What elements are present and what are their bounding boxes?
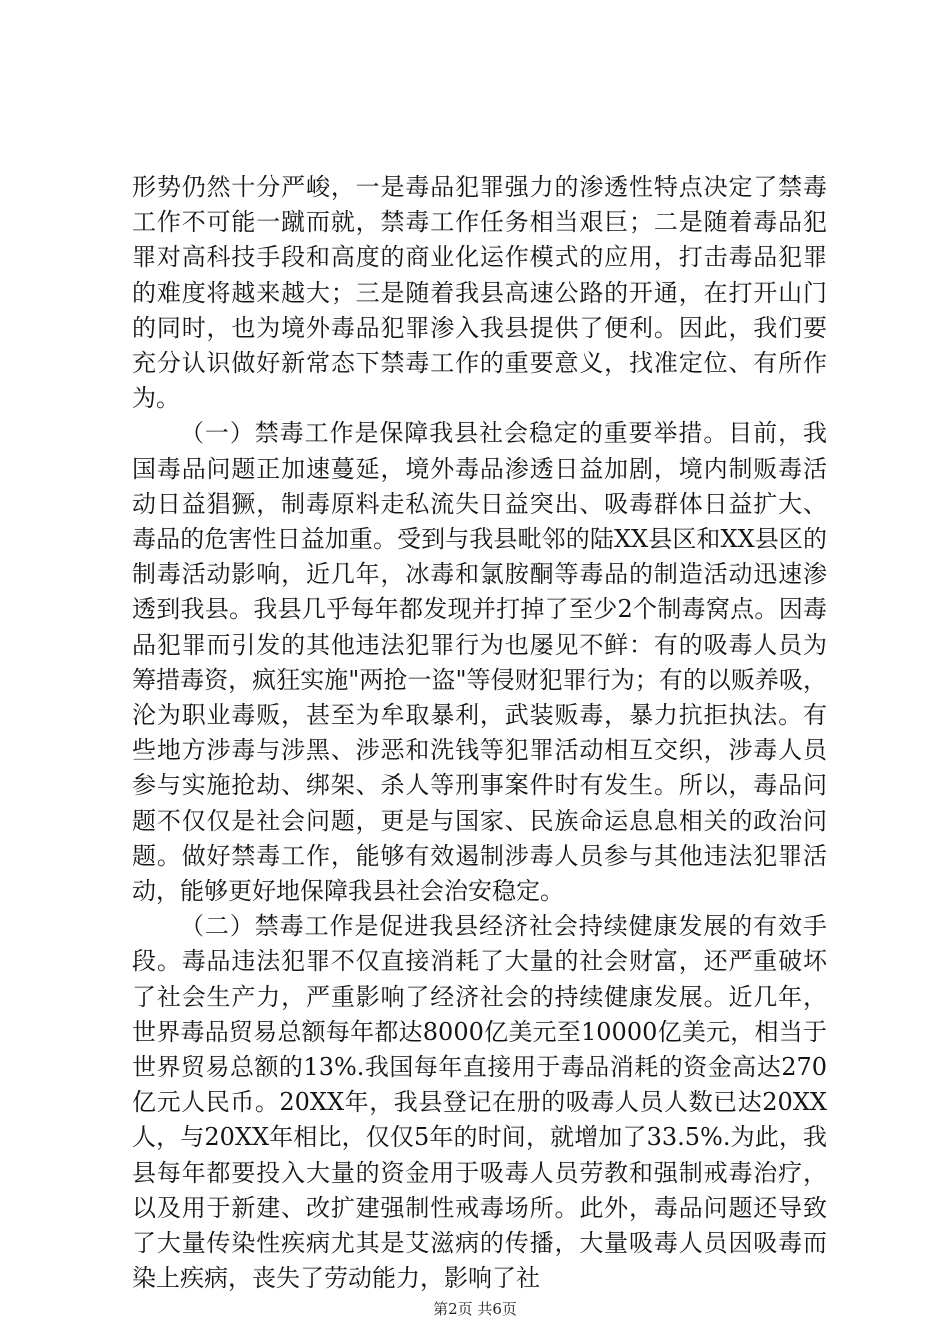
paragraph-section-two: （二）禁毒工作是促进我县经济社会持续健康发展的有效手段。毒品违法犯罪不仅直接消耗了大量的社会财富，还严重破坏了社会生产力，严重影响了经济社会的持续健康发展。近几年，世界毒品贸易总额每年都达8000亿美元至10000亿美元，相当于世界贸易总额的13%.我国每年直接用于毒品消耗的资金高达270亿元人民币。20XX年，我县登记在册的吸毒人员人数已达20XX人，与20XX年相比，仅仅5年的时间，就增加了33.5%.为此，我县每年都要投入大量的资金用于吸毒人员劳教和强制戒毒治疗，以及用于新建、改扩建强制性戒毒场所。此外，毒品问题还导致了大量传染性疾病尤其是艾滋病的传播，大量吸毒人员因吸毒而染上疾病，丧失了劳动能力，影响了社 — [132, 912, 827, 1293]
page-number-footer: 第2页 共6页 — [433, 1300, 517, 1318]
document-body — [132, 170, 827, 1297]
paragraph-section-one: （一）禁毒工作是保障我县社会稳定的重要举措。目前，我国毒品问题正加速蔓延，境外毒品渗透日益加剧，境内制贩毒活动日益猖獗，制毒原料走私流失日益突出、吸毒群体日益扩大、毒品的危害性日益加重。受到与我县毗邻的陆XX县区和XX县区的制毒活动影响，近几年，冰毒和氯胺酮等毒品的制造活动迅速渗透到我县。我县几乎每年都发现并打掉了至少2个制毒窝点。因毒品犯罪而引发的其他违法犯罪行为也屡见不鲜：有的吸毒人员为筹措毒资，疯狂实施"两抢一盗"等侵财犯罪行为；有的以贩养吸，沦为职业毒贩，甚至为牟取暴利，武装贩毒，暴力抗拒执法。有些地方涉毒与涉黑、涉恶和洗钱等犯罪活动相互交织，涉毒人员参与实施抢劫、绑架、杀人等刑事案件时有发生。所以，毒品问题不仅仅是社会问题，更是与国家、民族命运息息相关的政治问题。做好禁毒工作，能够有效遏制涉毒人员参与其他违法犯罪活动，能够更好地保障我县社会治安稳定。 — [132, 419, 827, 906]
paragraph-continuation: 形势仍然十分严峻，一是毒品犯罪强力的渗透性特点决定了禁毒工作不可能一蹴而就，禁毒工作任务相当艰巨；二是随着毒品犯罪对高科技手段和高度的商业化运作模式的应用，打击毒品犯罪的难度将越来越大；三是随着我县高速公路的开通，在打开山门的同时，也为境外毒品犯罪渗入我县提供了便利。因此，我们要充分认识做好新常态下禁毒工作的重要意义，找准定位、有所作为。 — [132, 173, 827, 413]
